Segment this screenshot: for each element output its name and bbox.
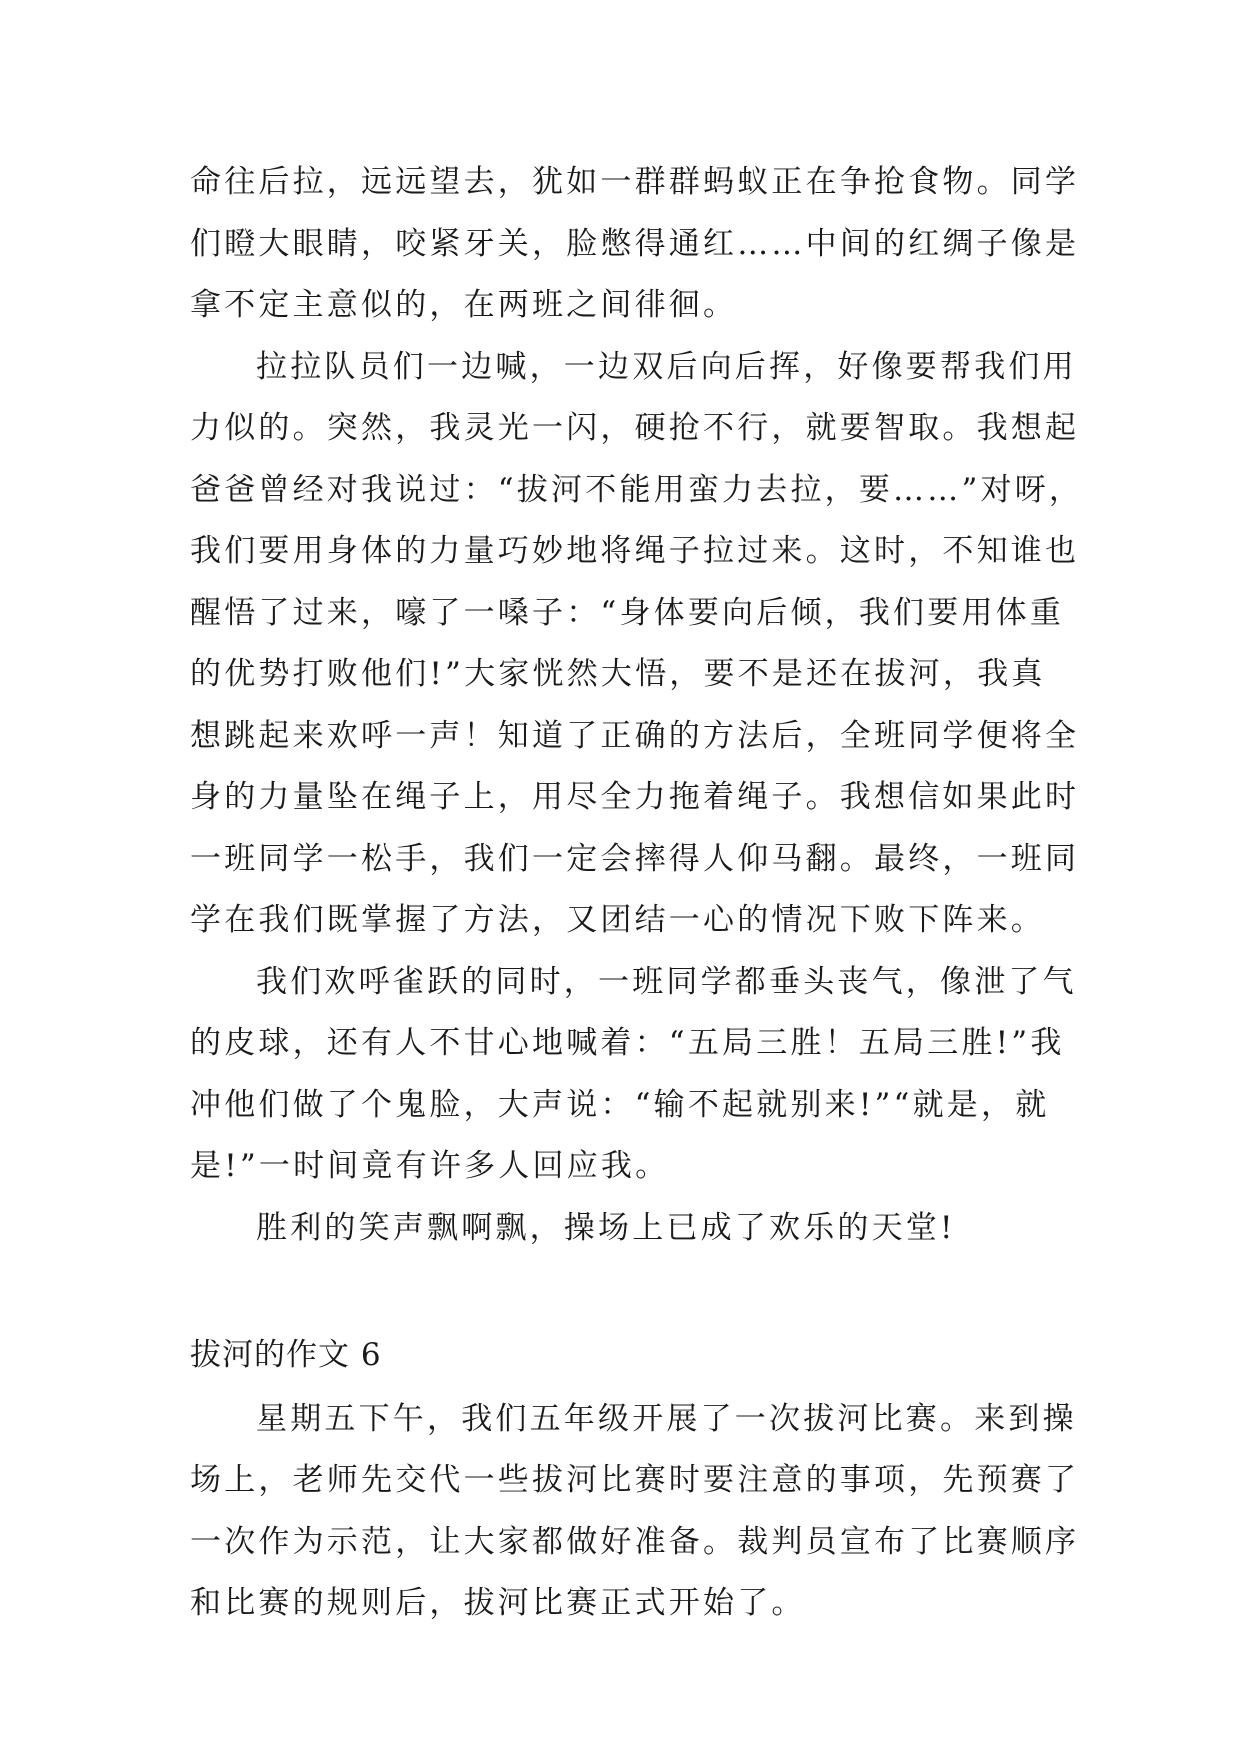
text-line: 身的力量坠在绳子上，用尽全力拖着绳子。我想信如果此时 (190, 779, 1080, 815)
text-line: 拿不定主意似的，在两班之间徘徊。 (190, 287, 738, 323)
text-line: 胜利的笑声飘啊飘，操场上已成了欢乐的天堂! (256, 1209, 956, 1246)
text-line: 和比赛的规则后，拔河比赛正式开始了。 (190, 1585, 806, 1621)
text-line: 命往后拉，远远望去，犹如一群群蚂蚁正在争抢食物。同学 (190, 164, 1080, 200)
text-line: 冲他们做了个鬼脸，大声说：“输不起就别来!”“就是，就 (190, 1086, 1050, 1123)
paragraph (190, 952, 1077, 1198)
text-line: 拉拉队员们一边喊，一边双后向后挥，好像要帮我们用 (256, 348, 1077, 385)
paragraph (190, 337, 1084, 952)
text-line: 场上，老师先交代一些拔河比赛时要注意的事项，先预赛了 (190, 1462, 1080, 1498)
text-line: 一次作为示范，让大家都做好准备。裁判员宣布了比赛顺序 (190, 1523, 1080, 1560)
text-line: 是!”一时间竟有许多人回应我。 (190, 1148, 670, 1184)
document-page (190, 152, 1084, 1635)
text-line: 一班同学一松手，我们一定会摔得人仰马翻。最终，一班同 (190, 840, 1080, 877)
text-line: 我们欢呼雀跃的同时，一班同学都垂头丧气，像泄了气 (256, 963, 1077, 1000)
text-line: 星期五下午，我们五年级开展了一次拔河比赛。来到操 (256, 1400, 1077, 1437)
section-title: 拔河的作文 6 (190, 1336, 382, 1373)
text-line: 们瞪大眼睛，咬紧牙关，脸憋得通红……中间的红绸子像是 (190, 225, 1080, 262)
text-line: 力似的。突然，我灵光一闪，硬抢不行，就要智取。我想起 (190, 410, 1080, 446)
text-line: 学在我们既掌握了方法，又团结一心的情况下败下阵来。 (190, 902, 1045, 938)
text-line: 醒悟了过来，嚎了一嗓子：“身体要向后倾，我们要用体重 (190, 594, 1065, 631)
paragraph (190, 1198, 1052, 1260)
text-line: 想跳起来欢呼一声！知道了正确的方法后，全班同学便将全 (190, 717, 1080, 754)
text-line: 的优势打败他们!”大家恍然大悟，要不是还在拔河，我真 (190, 656, 1046, 692)
text-line: 爸爸曾经对我说过：“拔河不能用蛮力去拉，要……”对呀， (190, 471, 1084, 508)
text-line: 我们要用身体的力量巧妙地将绳子拉过来。这时，不知谁也 (190, 533, 1080, 569)
text-line: 的皮球，还有人不甘心地喊着：“五局三胜！五局三胜!”我 (190, 1025, 1065, 1061)
paragraph (190, 1389, 1080, 1635)
paragraph-continuation (190, 152, 1080, 337)
blank-line (190, 1259, 1052, 1321)
